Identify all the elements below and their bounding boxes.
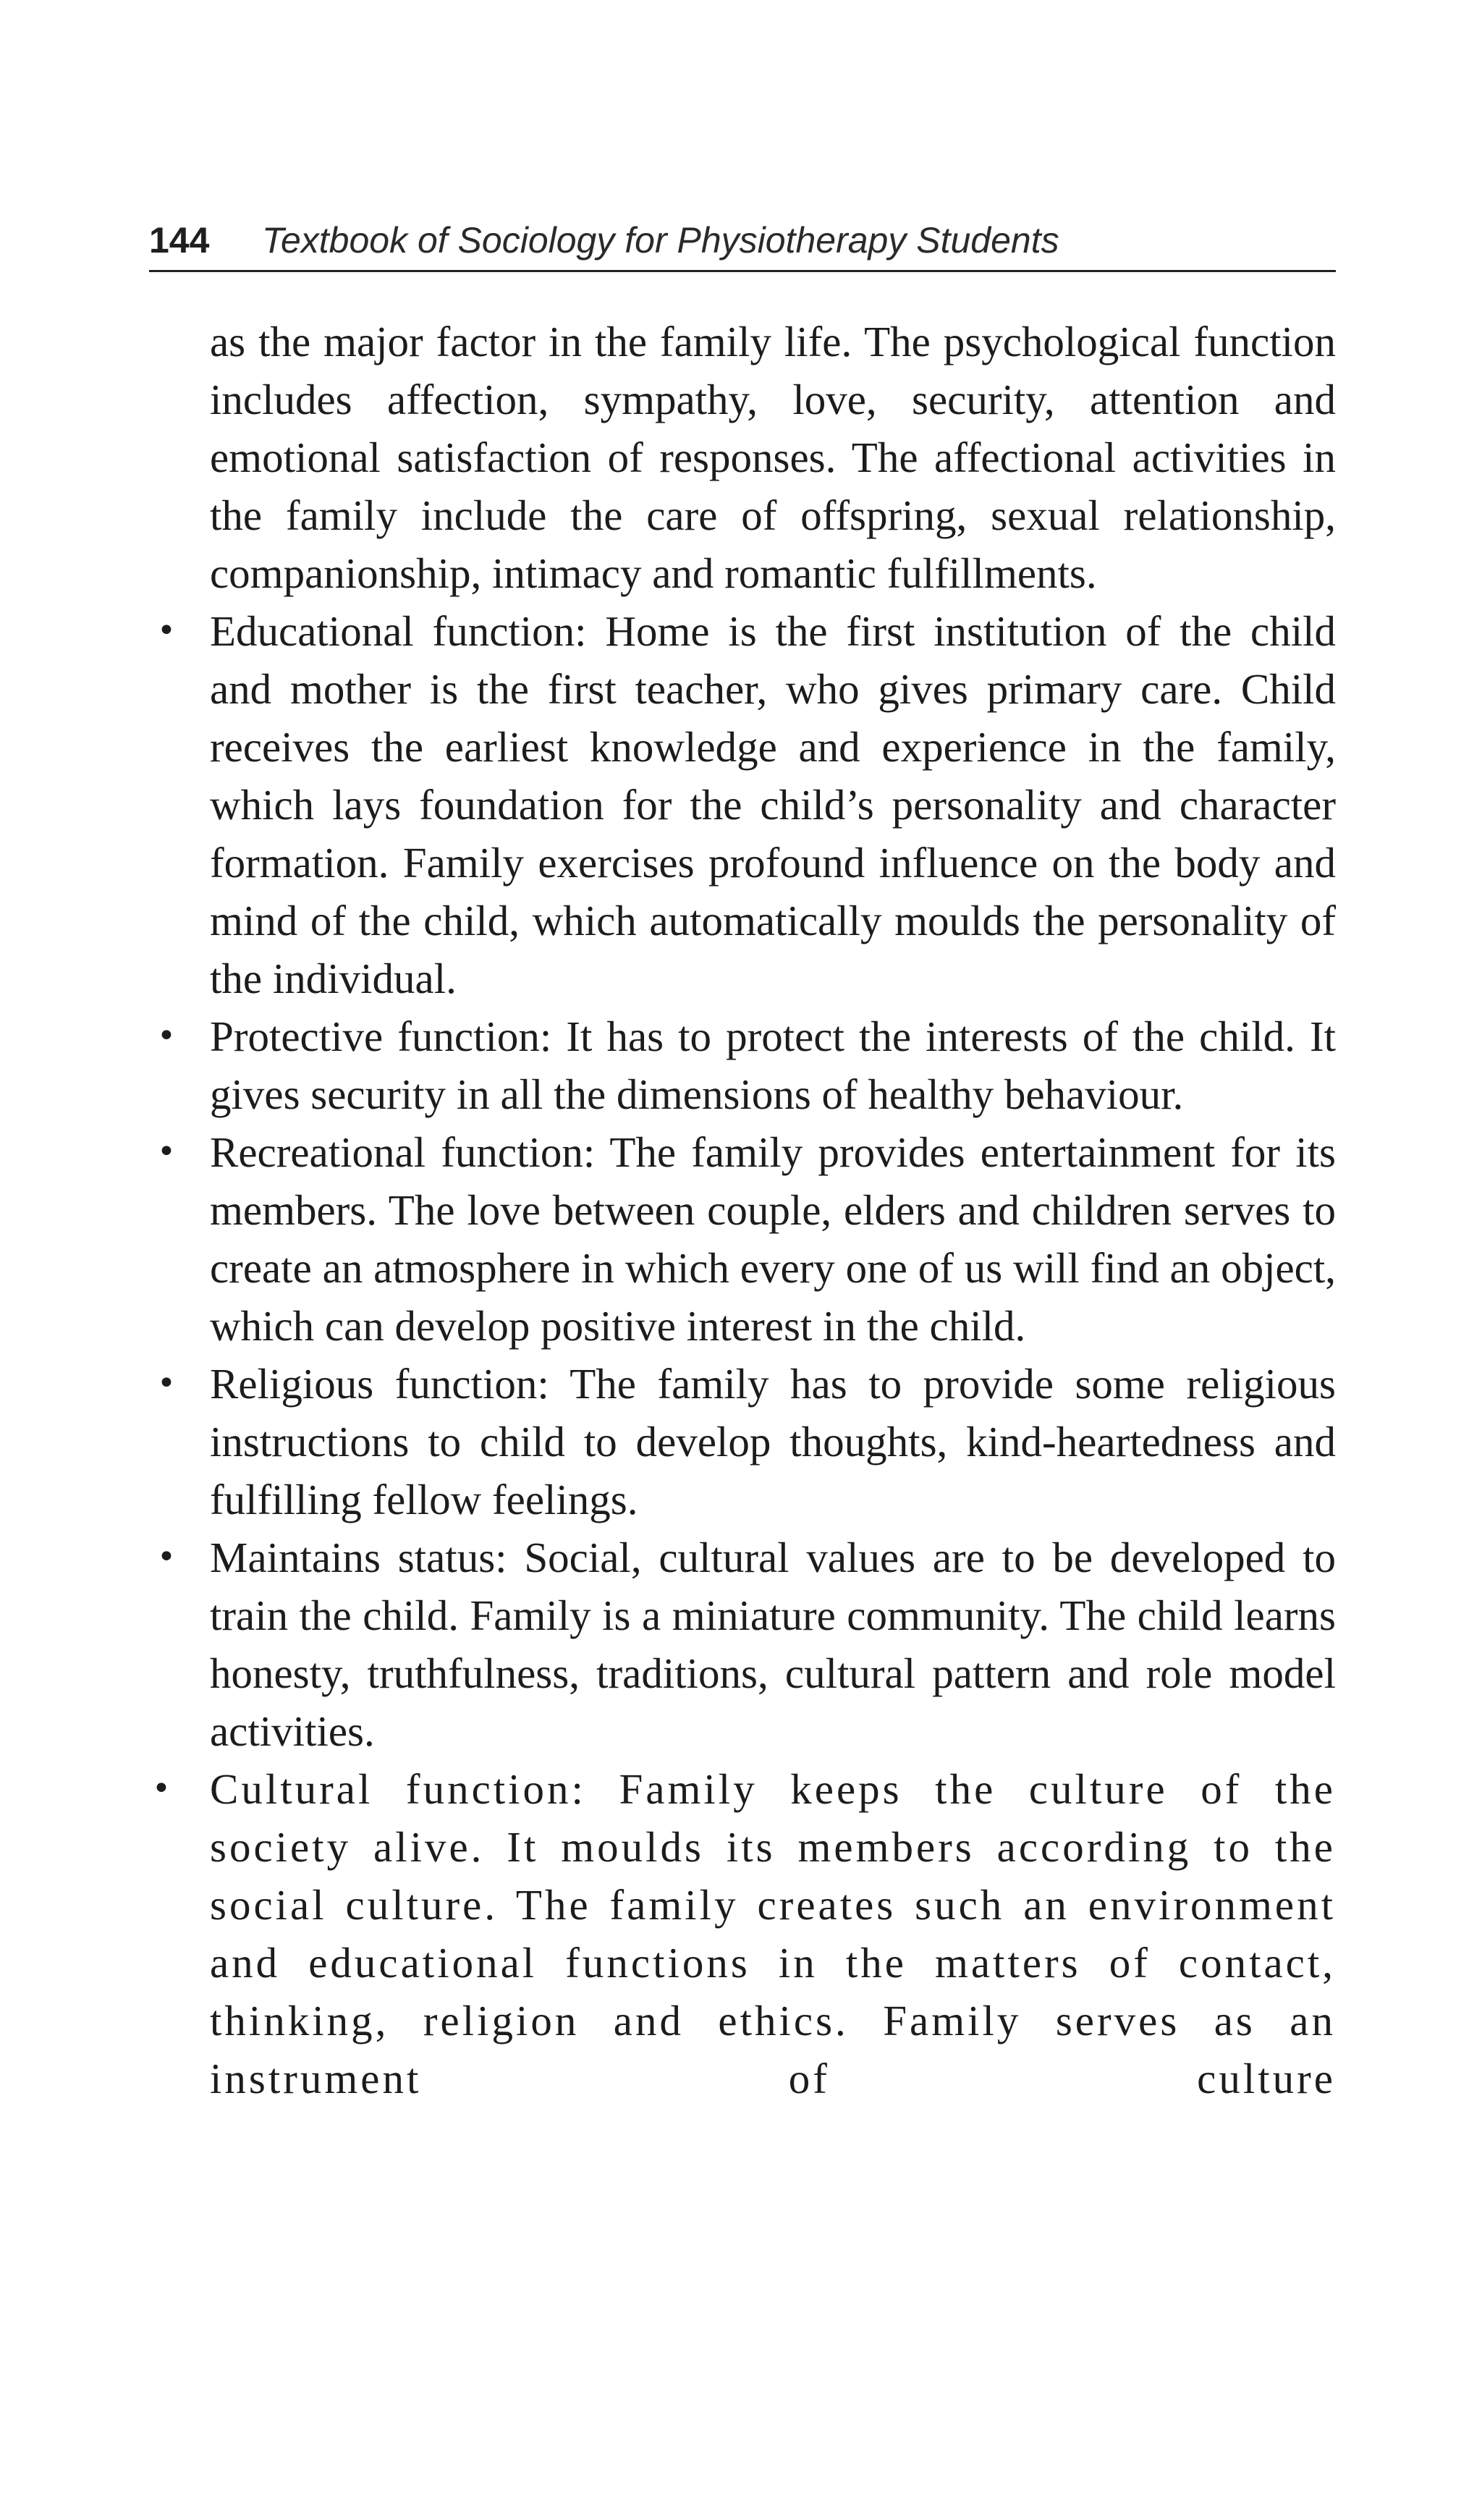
- running-header: [149, 214, 1336, 272]
- bullet-icon: •: [157, 1133, 176, 1170]
- intro-paragraph: as the major factor in the family life. The psychological function includes affection, sympathy, love, security, attention and emotional satisfaction of responses. The affectional activities in the family include the care of offspring, sexual relationship, companionship, intimacy and romantic fulfillments.: [210, 318, 1336, 597]
- page-body: [152, 313, 1336, 2107]
- bullet-text: Protective function: It has to protect the interests of the child. It gives security in all the dimensions of healthy behaviour.: [210, 1012, 1336, 1118]
- bullet-item-protective-function: [157, 1007, 1336, 1123]
- bullet-item-recreational-function: [157, 1123, 1336, 1355]
- bullet-icon: •: [157, 612, 176, 649]
- bullet-text: Educational function: Home is the first institution of the child and mother is the first teacher, who gives primary care. Child receives the earliest knowledge and experience in the family, which lays foundation for the child’s personality and character formation. Family exercises profound influence on the body and mind of the child, which automatically moulds the personality of the individual.: [210, 607, 1336, 1002]
- bullet-text: Cultural function: Family keeps the culture of the society alive. It moulds its members according to the social culture. The family creates such an environment and educational functions in the matters of contact, thinking, religion and ethics. Family serves as an instrument of culture: [210, 1765, 1336, 2102]
- bullet-item-maintains-status: [157, 1529, 1336, 1760]
- bullet-item-cultural-function: [152, 1760, 1336, 2107]
- bullet-item-religious-function: [157, 1355, 1336, 1529]
- bullet-text: Religious function: The family has to provide some religious instructions to child to develop thoughts, kind-heartedness and fulfilling fellow feelings.: [210, 1360, 1336, 1523]
- page-number: 144: [149, 220, 210, 261]
- running-title: Textbook of Sociology for Physiotherapy Students: [262, 220, 1059, 261]
- bullet-item-educational-function: [157, 602, 1336, 1007]
- bullet-text: Recreational function: The family provides entertainment for its members. The love between couple, elders and children serves to create an atmosphere in which every one of us will find an object, which can develop positive interest in the child.: [210, 1128, 1336, 1350]
- bullet-text: Maintains status: Social, cultural values are to be developed to train the child. Family is a miniature community. The child learns honesty, truthfulness, traditions, cultural pattern and role model activities.: [210, 1534, 1336, 1755]
- bullet-icon: •: [157, 1539, 176, 1576]
- bullet-icon: •: [152, 1770, 174, 1807]
- bullet-icon: •: [157, 1018, 176, 1054]
- bullet-icon: •: [157, 1365, 176, 1402]
